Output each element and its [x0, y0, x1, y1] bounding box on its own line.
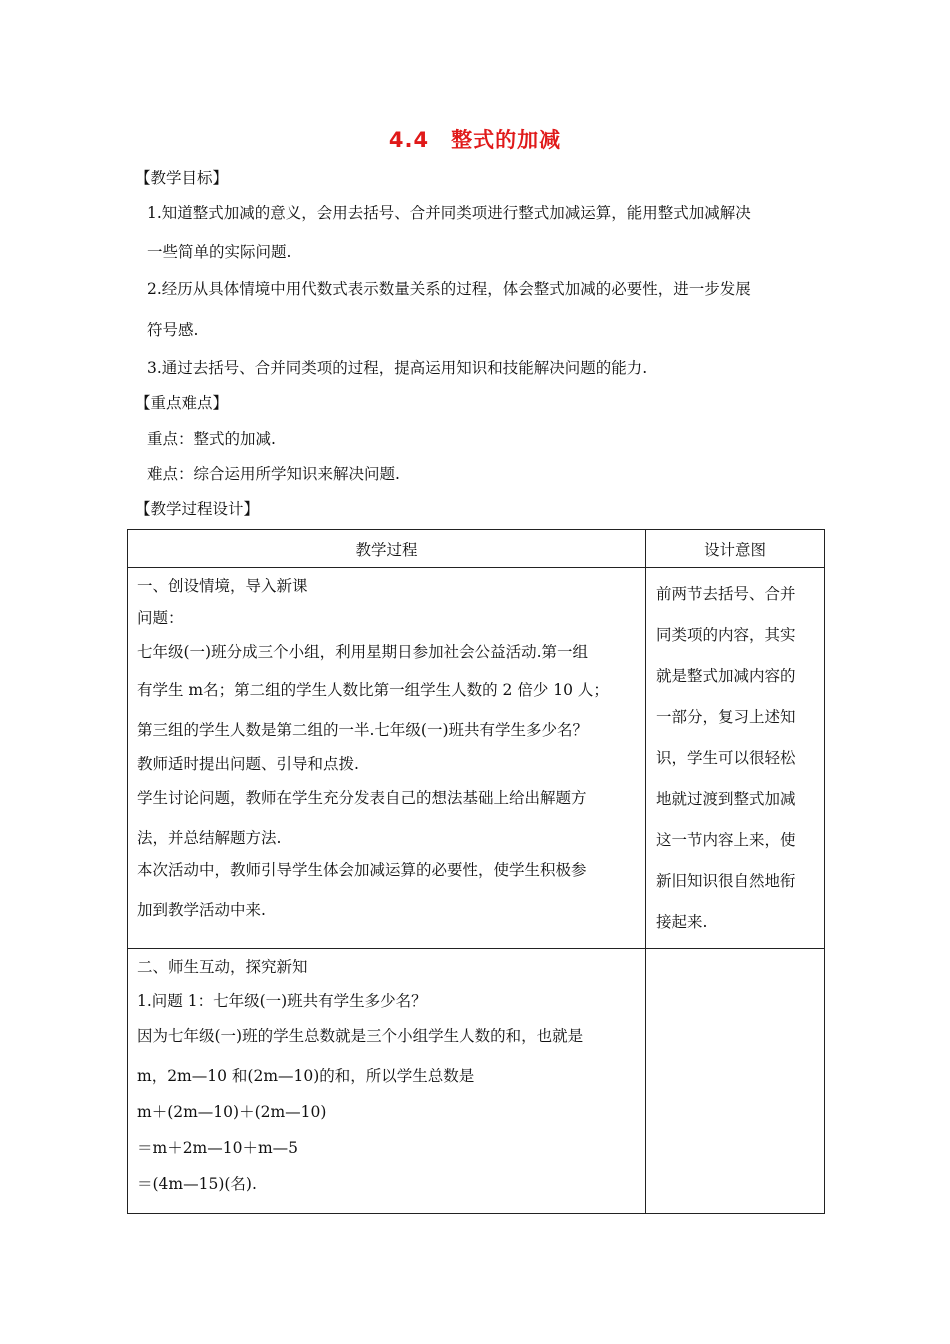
row1-left-line: 七年级(一)班分成三个小组，利用星期日参加社会公益活动.第一组 [137, 643, 589, 661]
row2-left-line: 因为七年级(一)班的学生总数就是三个小组学生人数的和，也就是 [137, 1027, 584, 1045]
row2-intent-cell [646, 949, 825, 1214]
row2-left-line: 二、师生互动，探究新知 [137, 958, 308, 976]
row1-left-line: 加到教学活动中来. [137, 901, 266, 919]
table-row [128, 568, 825, 949]
row1-left-line: 问题： [137, 609, 184, 627]
col-intent-header: 设计意图 [646, 530, 825, 568]
goal-1-line-1: 1.知道整式加减的意义，会用去括号、合并同类项进行整式加减运算，能用整式加减解决 [147, 204, 751, 222]
goal-2-line-1: 2.经历从具体情境中用代数式表示数量关系的过程，体会整式加减的必要性，进一步发展 [147, 280, 751, 298]
row1-left-line: 本次活动中，教师引导学生体会加减运算的必要性，使学生积极参 [137, 861, 587, 879]
difficult-point: 难点：综合运用所学知识来解决问题. [147, 465, 400, 483]
goal-3: 3.通过去括号、合并同类项的过程，提高运用知识和技能解决问题的能力. [147, 359, 648, 377]
row1-left-line: 教师适时提出问题、引导和点拨. [137, 755, 359, 773]
col-process-header: 教学过程 [128, 530, 646, 568]
row1-right-line: 就是整式加减内容的 [656, 667, 796, 685]
row1-intent-cell [646, 568, 825, 949]
row1-right-line: 接起来. [656, 913, 708, 931]
table-row [128, 949, 825, 1214]
row2-left-line: ＝(4m—15)(名). [137, 1175, 257, 1193]
key-point: 重点：整式的加减. [147, 430, 276, 448]
process-heading: 【教学过程设计】 [135, 500, 260, 518]
goals-heading: 【教学目标】 [135, 169, 229, 187]
goal-1-line-2: 一些简单的实际问题. [147, 243, 292, 261]
row1-right-line: 这一节内容上来，使 [656, 831, 796, 849]
row1-left-line: 学生讨论问题，教师在学生充分发表自己的想法基础上给出解题方 [137, 789, 587, 807]
row2-left-line: 1.问题 1：七年级(一)班共有学生多少名？ [137, 992, 427, 1010]
row2-left-line: ＝m＋2m—10＋m—5 [137, 1139, 299, 1157]
page-title: 4.4 整式的加减 [388, 128, 562, 152]
goal-2-line-2: 符号感. [147, 321, 199, 339]
row1-right-line: 同类项的内容，其实 [656, 626, 796, 644]
row1-left-line: 第三组的学生人数是第二组的一半.七年级(一)班共有学生多少名？ [137, 721, 589, 739]
row1-right-line: 前两节去括号、合并 [656, 585, 796, 603]
lesson-table [127, 529, 825, 1214]
row1-left-line: 有学生 m名；第二组的学生人数比第一组学生人数的 2 倍少 10 人； [137, 681, 609, 699]
key-heading: 【重点难点】 [135, 394, 229, 412]
row1-left-line: 一、创设情境，导入新课 [137, 577, 308, 595]
row2-process-cell [128, 949, 646, 1214]
row2-left-line: m，2m—10 和(2m—10)的和，所以学生总数是 [137, 1067, 475, 1085]
row1-right-line: 地就过渡到整式加减 [656, 790, 796, 808]
row1-right-line: 一部分，复习上述知 [656, 708, 796, 726]
row1-process-cell [128, 568, 646, 949]
row1-right-line: 识，学生可以很轻松 [656, 749, 796, 767]
row2-left-line: m＋(2m—10)＋(2m—10) [137, 1103, 327, 1121]
row1-right-line: 新旧知识很自然地衔 [656, 872, 796, 890]
table-header-row [128, 530, 825, 568]
row1-left-line: 法，并总结解题方法. [137, 829, 282, 847]
